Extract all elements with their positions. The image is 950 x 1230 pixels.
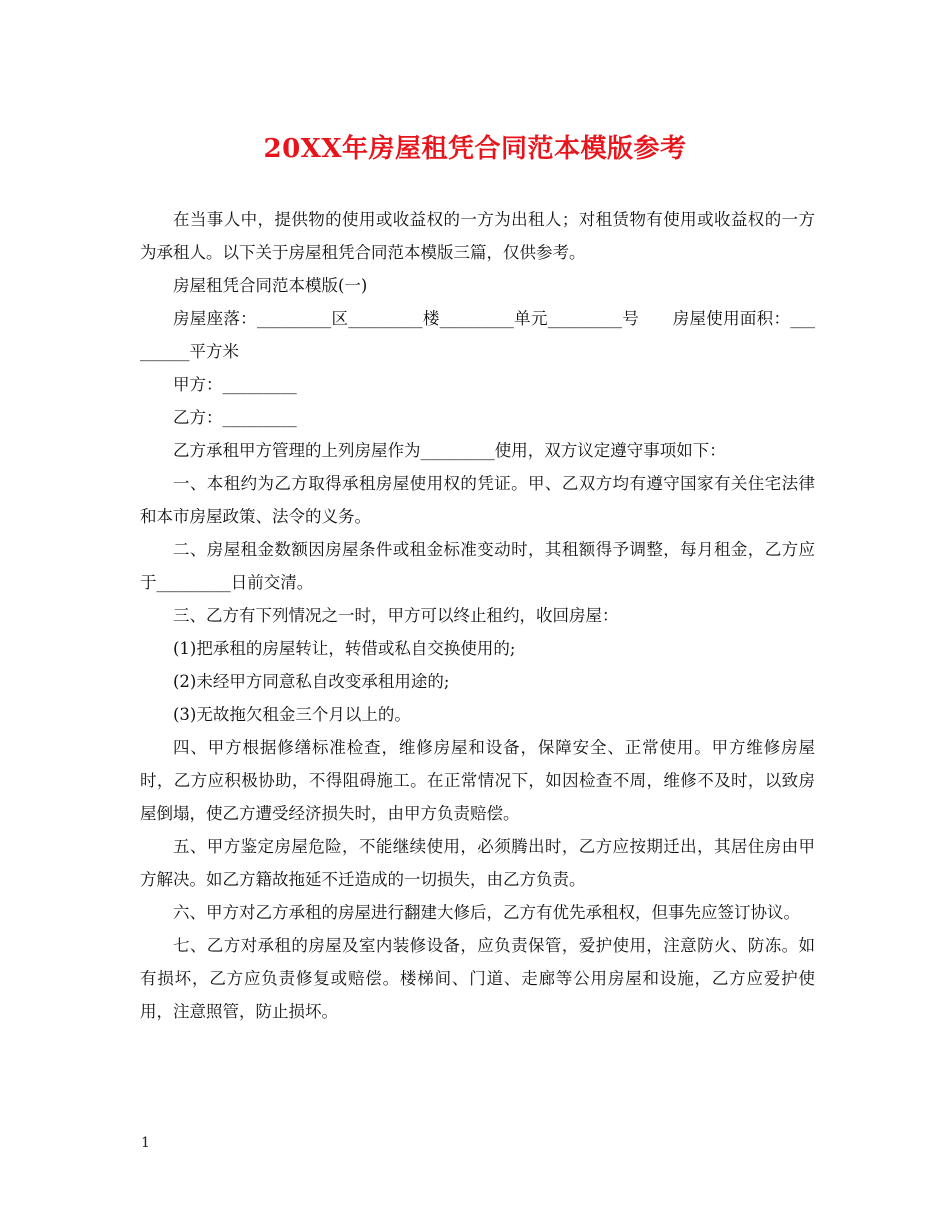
paragraph-house-location: 房屋座落：_________区_________楼_________单元_________号 房屋使用面积：_________平方米 bbox=[140, 309, 815, 361]
paragraph-clause-7: 七、乙方对承租的房屋及室内装修设备，应负责保管，爱护使用，注意防火、防冻。如有损坏，乙方应负责修复或赔偿。楼梯间、门道、走廊等公用房屋和设施，乙方应爱护使用，注意照管，防止损坏。 bbox=[140, 936, 815, 1021]
paragraph-clause-5: 五、甲方鉴定房屋危险，不能继续使用，必须腾出时，乙方应按期迁出，其居住房由甲方解决。如乙方籍故拖延不迁造成的一切损失，由乙方负责。 bbox=[140, 837, 815, 889]
paragraph-clause-6: 六、甲方对乙方承租的房屋进行翻建大修后，乙方有优先承租权，但事先应签订协议。 bbox=[173, 903, 800, 922]
paragraph-clause-2: 二、房屋租金数额因房屋条件或租金标准变动时，其租额得予调整，每月租金，乙方应于_________日前交清。 bbox=[140, 540, 815, 592]
paragraph-agreement: 乙方承租甲方管理的上列房屋作为_________使用，双方议定遵守事项如下： bbox=[173, 441, 726, 460]
paragraph-clause-3: 三、乙方有下列情况之一时，甲方可以终止租约，收回房屋： bbox=[173, 606, 619, 625]
paragraph-clause-3-item-2: (2)未经甲方同意私自改变承租用途的; bbox=[173, 672, 450, 691]
paragraph-intro: 在当事人中，提供物的使用或收益权的一方为出租人；对租赁物有使用或收益权的一方为承租人。以下关于房屋租凭合同范本模版三篇，仅供参考。 bbox=[140, 210, 815, 262]
paragraph-party-b: 乙方：_________ bbox=[173, 408, 297, 427]
page-number: 1 bbox=[141, 1135, 150, 1151]
paragraph-clause-1: 一、本租约为乙方取得承租房屋使用权的凭证。甲、乙双方均有遵守国家有关住宅法律和本市房屋政策、法令的义务。 bbox=[140, 474, 815, 526]
document-title: 20XX年房屋租凭合同范本模版参考 bbox=[263, 134, 687, 164]
paragraph-clause-3-item-3: (3)无故拖欠租金三个月以上的。 bbox=[173, 705, 411, 724]
paragraph-party-a: 甲方：_________ bbox=[173, 375, 297, 394]
document-body bbox=[140, 203, 815, 1028]
paragraph-clause-4: 四、甲方根据修缮标准检查，维修房屋和设备，保障安全、正常使用。甲方维修房屋时，乙方应积极协助，不得阻碍施工。在正常情况下，如因检查不周，维修不及时，以致房屋倒塌，使乙方遭受经济损失时，由甲方负责赔偿。 bbox=[140, 738, 815, 823]
paragraph-clause-3-item-1: (1)把承租的房屋转让，转借或私自交换使用的; bbox=[173, 639, 516, 658]
paragraph-section-heading: 房屋租凭合同范本模版(一) bbox=[173, 276, 368, 295]
